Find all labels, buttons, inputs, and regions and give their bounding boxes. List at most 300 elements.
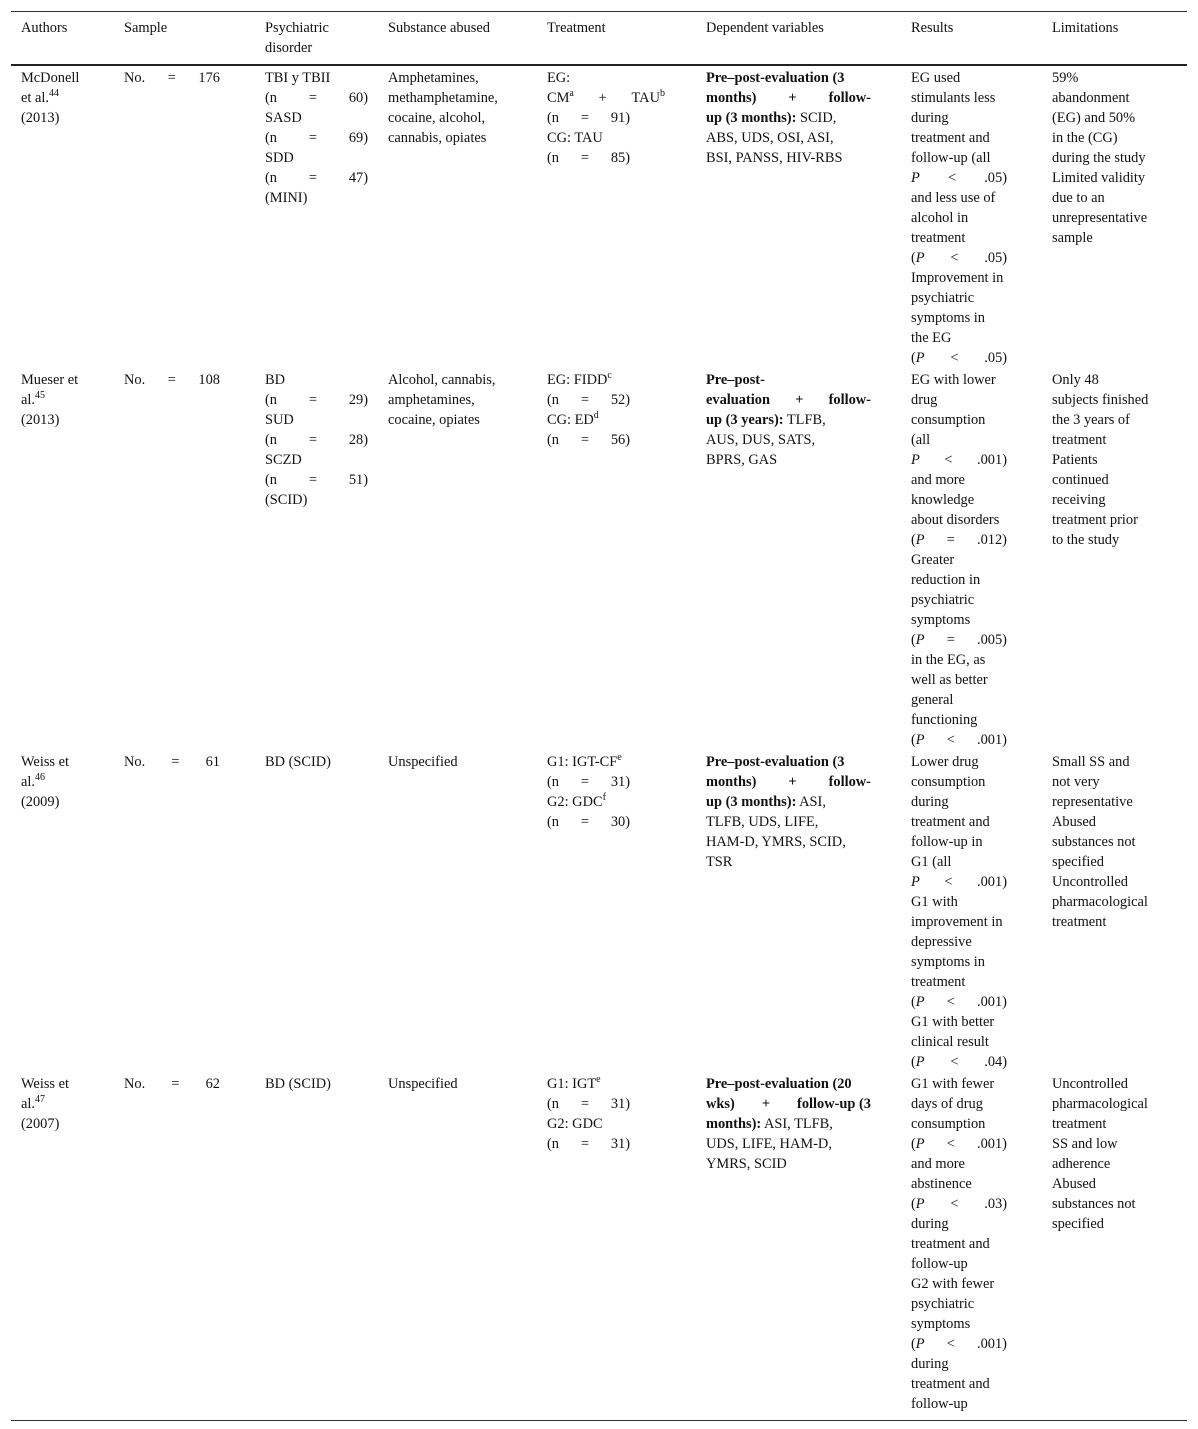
substance-line: Unspecified (388, 754, 458, 770)
limitation-line: the 3 years of (1052, 412, 1130, 428)
disorder-item: (MINI) (265, 190, 308, 206)
n-open: (n (265, 130, 277, 146)
p-value (911, 450, 1007, 470)
cell-sample (114, 65, 255, 370)
p-number: .05) (984, 170, 1007, 186)
evaluation-part: follow- (828, 90, 871, 106)
result-line: EG with lower (911, 372, 996, 388)
n-value: 28) (348, 432, 368, 448)
header-dependent-variables: Dependent variables (696, 12, 901, 66)
header-sample: Sample (114, 12, 255, 66)
n-count (547, 390, 630, 410)
p-label: (P (911, 632, 925, 648)
cell-results (901, 370, 1042, 752)
p-number: .001) (977, 732, 1007, 748)
variables-line: ABS, UDS, OSI, ASI, (706, 130, 834, 146)
p-letter: P (915, 1336, 925, 1352)
substance-line: methamphetamine, (388, 90, 498, 106)
evaluation-plus: + (788, 90, 797, 106)
variables-text: TLFB, (783, 412, 826, 428)
footnote-marker: f (602, 792, 606, 803)
variables-line: BSI, PANSS, HIV-RBS (706, 150, 843, 166)
treatment-group: G2: GDC (547, 1116, 603, 1132)
n-value: 30) (610, 814, 630, 830)
disorder-item: SCZD (265, 452, 302, 468)
sample-value: 108 (198, 372, 220, 388)
result-line: G1 (all (911, 854, 952, 870)
n-open: (n (547, 110, 559, 126)
limitation-line: treatment prior (1052, 512, 1138, 528)
n-open: (n (265, 392, 277, 408)
n-open: (n (265, 472, 277, 488)
result-line: (all (911, 432, 931, 448)
footnote-marker: e (596, 1074, 601, 1085)
sample-equals: = (167, 70, 176, 86)
result-line: consumption (911, 774, 986, 790)
evaluation-plus: + (761, 1096, 771, 1112)
sample-label: No. (124, 754, 146, 770)
result-line: treatment and (911, 1376, 990, 1392)
limitation-line: in the (CG) (1052, 130, 1118, 146)
p-label: (P (911, 1054, 925, 1070)
header-disorder-line: disorder (265, 40, 313, 56)
evaluation-part: follow-up (3 (797, 1096, 871, 1112)
result-line: during (911, 110, 949, 126)
sample-label: No. (124, 372, 146, 388)
p-value (911, 630, 1007, 650)
result-line: stimulants less (911, 90, 996, 106)
n-equals: = (580, 1096, 589, 1112)
treatment-group: CG: TAU (547, 130, 603, 146)
sample-value: 62 (205, 1076, 220, 1092)
limitation-line: Uncontrolled (1052, 874, 1128, 890)
p-letter: P (911, 170, 920, 186)
cell-treatment (537, 752, 696, 1074)
header-authors: Authors (11, 12, 114, 66)
p-operator: < (947, 170, 957, 186)
studies-table (11, 11, 1187, 1421)
p-number: .001) (977, 994, 1007, 1010)
reference-number: 47 (34, 1094, 45, 1105)
p-number: .05) (984, 250, 1007, 266)
result-line: symptoms in (911, 954, 985, 970)
limitation-line: pharmacological (1052, 894, 1148, 910)
p-value (911, 248, 1007, 268)
disorder-item: SDD (265, 150, 294, 166)
footnote-marker: a (569, 88, 574, 99)
n-open: (n (547, 1136, 559, 1152)
sample-equals: = (171, 754, 180, 770)
treatment-combination (547, 88, 665, 108)
n-equals: = (580, 150, 589, 166)
treatment-group: CG: $ED^d$ (547, 410, 599, 428)
result-line: Improvement in (911, 270, 1004, 286)
limitation-line: Uncontrolled (1052, 1076, 1128, 1092)
evaluation-part: evaluation (706, 392, 770, 408)
n-open: (n (547, 150, 559, 166)
n-equals: = (308, 472, 317, 488)
sample-size (124, 752, 220, 772)
p-operator: < (950, 350, 959, 366)
n-count (547, 812, 630, 832)
n-equals: = (308, 130, 317, 146)
p-letter: P (915, 350, 925, 366)
result-line: general (911, 692, 954, 708)
result-line: psychiatric (911, 592, 975, 608)
variables-line: TLFB, UDS, LIFE, (706, 814, 819, 830)
limitation-line: Limited validity (1052, 170, 1146, 186)
p-value (911, 1052, 1007, 1072)
p-number: .001) (977, 1336, 1007, 1352)
variables-line (706, 108, 891, 128)
n-count (265, 470, 368, 490)
p-letter: P (915, 1196, 925, 1212)
author-year: (2007) (21, 1116, 60, 1132)
result-line: follow-up (all (911, 150, 991, 166)
evaluation-part: months) (706, 90, 757, 106)
p-value (911, 1194, 1007, 1214)
p-value (911, 872, 1007, 892)
evaluation-design: Pre–post- (706, 372, 765, 388)
result-line: Lower drug (911, 754, 979, 770)
evaluation-design (706, 1094, 871, 1114)
n-value: 60) (348, 90, 368, 106)
cell-disorder (255, 752, 378, 1074)
cell-sample (114, 752, 255, 1074)
limitation-line: treatment (1052, 432, 1107, 448)
cell-substance (378, 1074, 537, 1421)
p-operator: < (946, 994, 955, 1010)
n-count (547, 772, 630, 792)
footnote-marker: c (607, 370, 612, 381)
sample-equals: = (167, 372, 176, 388)
n-count (265, 430, 368, 450)
result-line: follow-up (911, 1256, 968, 1272)
disorder-item: TBI y TBII (265, 70, 331, 86)
result-line: about disorders (911, 512, 1000, 528)
n-count (547, 1134, 630, 1154)
evaluation-design (706, 390, 871, 410)
cell-disorder (255, 370, 378, 752)
disorder-item: SUD (265, 412, 294, 428)
cell-treatment (537, 65, 696, 370)
n-value: 85) (610, 150, 630, 166)
result-line: follow-up in (911, 834, 983, 850)
cell-results (901, 1074, 1042, 1421)
p-number: .001) (977, 452, 1007, 468)
substance-line: cocaine, alcohol, (388, 110, 486, 126)
variables-text: ASI, TLFB, (761, 1116, 833, 1132)
p-label: (P (911, 250, 925, 266)
treatment-group: G2: GDC$^f$ (547, 792, 606, 810)
limitation-line: unrepresentative (1052, 210, 1148, 226)
limitation-line: 59% (1052, 70, 1079, 86)
table-row (11, 370, 1187, 752)
p-label: (P (911, 732, 925, 748)
p-letter: P (915, 532, 925, 548)
evaluation-followup: up (3 years): (706, 412, 784, 428)
result-line: G1 with fewer (911, 1076, 995, 1092)
p-operator: < (950, 1196, 959, 1212)
limitation-line: Abused (1052, 814, 1096, 830)
result-line: and more (911, 472, 965, 488)
header-disorder-line: Psychiatric (265, 20, 329, 36)
result-line: improvement in (911, 914, 1003, 930)
p-value (911, 992, 1007, 1012)
reference-number: 45 (34, 390, 45, 401)
variables-line: YMRS, SCID (706, 1156, 787, 1172)
result-line: treatment and (911, 1236, 990, 1252)
p-letter: P (915, 632, 925, 648)
sample-label: No. (124, 1076, 146, 1092)
p-operator: < (946, 1136, 955, 1152)
n-count (265, 168, 368, 188)
n-equals: = (580, 814, 589, 830)
evaluation-design: Pre–post-evaluation (3 (706, 70, 845, 86)
sample-value: 61 (205, 754, 220, 770)
n-value: 47) (348, 170, 368, 186)
p-label (911, 872, 920, 892)
p-label: (P (911, 350, 925, 366)
treatment-group: EG: (547, 70, 571, 86)
limitation-line: Only 48 (1052, 372, 1099, 388)
n-value: 91) (610, 110, 630, 126)
result-line: Greater (911, 552, 955, 568)
evaluation-followup: up (3 months): (706, 110, 797, 126)
p-number: .001) (977, 1136, 1007, 1152)
p-number: .012) (977, 532, 1007, 548)
limitation-line: abandonment (1052, 90, 1130, 106)
result-line: psychiatric (911, 290, 975, 306)
treatment-plus: + (598, 90, 607, 106)
disorder-item: BD (265, 372, 285, 388)
result-line: well as better (911, 672, 988, 688)
limitation-line: due to an (1052, 190, 1105, 206)
author-etal: al.$^{46}$ (21, 772, 45, 790)
limitation-line: treatment (1052, 1116, 1107, 1132)
substance-line: Amphetamines, (388, 70, 479, 86)
n-count (547, 430, 630, 450)
result-line: knowledge (911, 492, 975, 508)
limitation-line: treatment (1052, 914, 1107, 930)
p-number: .04) (984, 1054, 1007, 1070)
n-open: (n (265, 170, 277, 186)
limitation-line: specified (1052, 854, 1104, 870)
header-treatment: Treatment (537, 12, 696, 66)
cell-authors (11, 65, 114, 370)
cell-substance (378, 752, 537, 1074)
footnote-marker: d (593, 410, 599, 421)
disorder-item: (SCID) (265, 492, 308, 508)
n-count (547, 108, 630, 128)
limitation-line: representative (1052, 794, 1133, 810)
treatment-cm: $CM^a$ (547, 88, 574, 106)
n-value: 56) (610, 432, 630, 448)
result-line: symptoms in (911, 310, 985, 326)
p-label: (P (911, 532, 925, 548)
footnote-marker: b (659, 88, 665, 99)
cell-dependent-variables (696, 752, 901, 1074)
result-line: functioning (911, 712, 978, 728)
cell-disorder (255, 1074, 378, 1421)
p-letter: P (915, 732, 925, 748)
header-substance: Substance abused (378, 12, 537, 66)
table-row (11, 65, 1187, 370)
limitation-line: continued (1052, 472, 1109, 488)
limitation-line: Patients (1052, 452, 1098, 468)
p-label: (P (911, 1336, 925, 1352)
cell-authors (11, 370, 114, 752)
p-label: (P (911, 1196, 925, 1212)
p-letter: P (915, 994, 925, 1010)
result-line: symptoms (911, 1316, 971, 1332)
evaluation-followup: months): (706, 1116, 762, 1132)
p-letter: P (915, 1136, 925, 1152)
n-open: (n (265, 432, 277, 448)
author-name: Mueser et (21, 372, 79, 388)
cell-limitations (1042, 752, 1187, 1074)
p-operator: = (946, 532, 955, 548)
cell-treatment (537, 370, 696, 752)
variables-line: HAM-D, YMRS, SCID, (706, 834, 846, 850)
p-value (911, 348, 1007, 368)
p-operator: < (950, 1054, 959, 1070)
p-operator: < (944, 452, 953, 468)
evaluation-part: follow- (828, 774, 871, 790)
substance-line: Unspecified (388, 1076, 458, 1092)
n-value: 31) (610, 774, 630, 790)
limitation-line: (EG) and 50% (1052, 110, 1136, 126)
evaluation-part: follow- (828, 392, 871, 408)
result-line: follow-up (911, 1396, 968, 1412)
variables-line (706, 410, 891, 430)
variables-line: UDS, LIFE, HAM-D, (706, 1136, 832, 1152)
sample-equals: = (171, 1076, 180, 1092)
limitation-line: Abused (1052, 1176, 1096, 1192)
result-line: psychiatric (911, 1296, 975, 1312)
sample-size (124, 68, 220, 88)
cell-dependent-variables (696, 65, 901, 370)
limitation-line: to the study (1052, 532, 1120, 548)
variables-line: TSR (706, 854, 733, 870)
n-open: (n (547, 1096, 559, 1112)
n-value: 52) (610, 392, 630, 408)
limitation-line: receiving (1052, 492, 1106, 508)
n-equals: = (580, 392, 589, 408)
p-letter: P (911, 874, 920, 890)
limitation-line: subjects finished (1052, 392, 1149, 408)
treatment-group: G1: IGT-$CF^e$ (547, 752, 622, 770)
cell-authors (11, 1074, 114, 1421)
result-line: treatment (911, 230, 966, 246)
result-line: depressive (911, 934, 972, 950)
n-count (265, 390, 368, 410)
p-label: (P (911, 994, 925, 1010)
n-equals: = (580, 110, 589, 126)
author-year: (2013) (21, 110, 60, 126)
evaluation-plus: + (795, 392, 804, 408)
p-value (911, 530, 1007, 550)
disorder-item: SASD (265, 110, 302, 126)
author-name: Weiss et (21, 754, 69, 770)
author-etal: al.$^{47}$ (21, 1094, 45, 1112)
p-operator: < (950, 250, 959, 266)
author-year: (2009) (21, 794, 60, 810)
cell-limitations (1042, 65, 1187, 370)
cell-results (901, 65, 1042, 370)
n-count (265, 88, 368, 108)
substance-line: cocaine, opiates (388, 412, 480, 428)
table-container (11, 11, 1187, 1421)
author-etal: al.$^{45}$ (21, 390, 45, 408)
treatment-group: EG: FIDD$^c$ (547, 370, 612, 388)
p-operator: < (944, 874, 953, 890)
header-disorder (255, 12, 378, 66)
cell-authors (11, 752, 114, 1074)
substance-line: amphetamines, (388, 392, 475, 408)
result-line: G1 with better (911, 1014, 995, 1030)
result-line: clinical result (911, 1034, 989, 1050)
p-value (911, 168, 1007, 188)
n-equals: = (308, 392, 317, 408)
p-number: .03) (984, 1196, 1007, 1212)
result-line: during (911, 1356, 949, 1372)
result-line: the EG (911, 330, 952, 346)
n-count (547, 1094, 630, 1114)
n-value: 51) (348, 472, 368, 488)
header-results: Results (901, 12, 1042, 66)
author-year: (2013) (21, 412, 60, 428)
result-line: consumption (911, 412, 986, 428)
table-row (11, 1074, 1187, 1421)
cell-sample (114, 1074, 255, 1421)
evaluation-design: Pre–post-evaluation (3 (706, 754, 845, 770)
result-line: symptoms (911, 612, 971, 628)
n-open: (n (265, 90, 277, 106)
reference-number: 44 (48, 88, 59, 99)
cell-limitations (1042, 370, 1187, 752)
p-number: .001) (977, 874, 1007, 890)
variables-text: ASI, (796, 794, 826, 810)
treatment-group: G1: IGT$^e$ (547, 1074, 601, 1092)
n-equals: = (308, 170, 317, 186)
cell-limitations (1042, 1074, 1187, 1421)
table-row (11, 752, 1187, 1074)
variables-line: BPRS, GAS (706, 452, 778, 468)
result-line: in the EG, as (911, 652, 986, 668)
cell-disorder (255, 65, 378, 370)
cell-substance (378, 370, 537, 752)
n-open: (n (547, 774, 559, 790)
p-label (911, 168, 920, 188)
limitation-line: pharmacological (1052, 1096, 1148, 1112)
p-operator: < (946, 1336, 955, 1352)
result-line: days of drug (911, 1096, 983, 1112)
p-operator: < (946, 732, 955, 748)
result-line: and less use of (911, 190, 996, 206)
sample-size (124, 1074, 220, 1094)
result-line: and more (911, 1156, 965, 1172)
limitation-line: Small SS and (1052, 754, 1130, 770)
cell-substance (378, 65, 537, 370)
variables-line (706, 792, 891, 812)
limitation-line: substances not (1052, 1196, 1136, 1212)
n-value: 29) (348, 392, 368, 408)
result-line: G2 with fewer (911, 1276, 995, 1292)
limitation-line: not very (1052, 774, 1100, 790)
p-label: (P (911, 1136, 925, 1152)
n-open: (n (547, 392, 559, 408)
